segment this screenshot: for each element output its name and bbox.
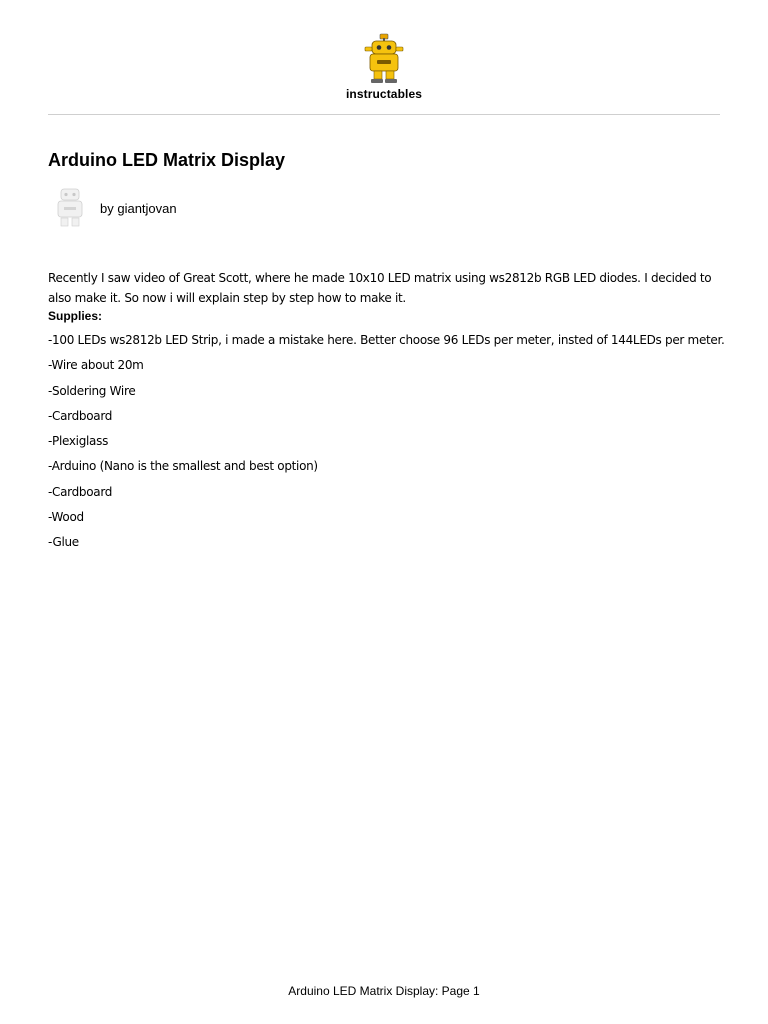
page-header: [0, 33, 768, 101]
page-title: Arduino LED Matrix Display: [48, 150, 286, 170]
article-body: [48, 268, 724, 560]
author-block: [48, 186, 177, 230]
supply-item: -Plexiglass: [48, 434, 109, 449]
supplies-heading: Supplies:: [48, 309, 103, 323]
instructables-robot-logo: [360, 33, 408, 85]
supply-item: -100 LEDs ws2812b LED Strip, i made a mistake here. Better choose 96 LEDs per meter, insted of 144LEDs per meter.: [48, 333, 725, 347]
supply-item: -Glue: [48, 535, 79, 550]
supply-item: -Cardboard: [48, 484, 113, 499]
supply-item: -Arduino (Nano is the smallest and best option): [48, 459, 318, 474]
brand-name: instructables: [346, 87, 422, 101]
robot-avatar-icon: [48, 186, 92, 230]
supply-item: -Cardboard: [48, 408, 113, 423]
supplies-list: [48, 332, 724, 550]
supply-item: -Soldering Wire: [48, 383, 136, 398]
header-divider: [48, 114, 720, 115]
intro-paragraph: Recently I saw video of Great Scott, where he made 10x10 LED matrix using ws2812b RGB LED diodes. I decided to also make it. So now i will explain step by step how to make it.: [48, 271, 712, 305]
supply-item: -Wire about 20m: [48, 358, 144, 373]
page-footer: Arduino LED Matrix Display: Page 1: [288, 984, 480, 998]
author-byline[interactable]: by giantjovan: [100, 200, 177, 216]
supply-item: -Wood: [48, 510, 84, 525]
